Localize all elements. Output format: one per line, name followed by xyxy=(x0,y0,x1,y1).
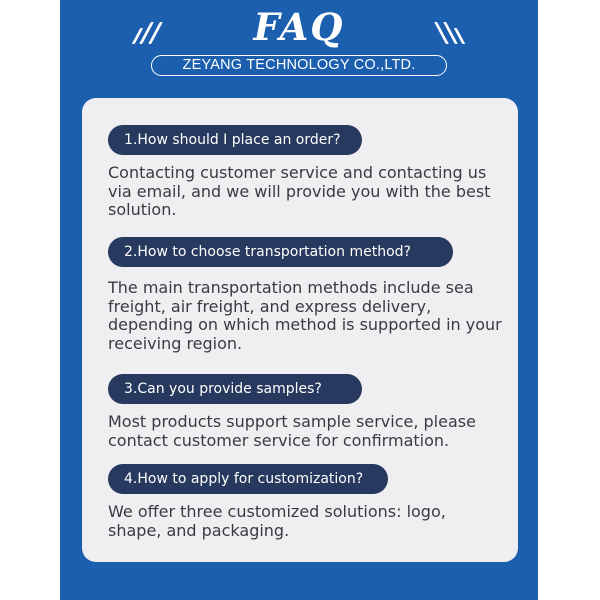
faq-poster xyxy=(60,0,538,600)
page-title: FAQ xyxy=(253,5,345,49)
faq-answer-4: We offer three customized solutions: logo, shape, and packaging. xyxy=(108,502,446,540)
faq-question-4: 4.How to apply for customization? xyxy=(108,464,388,494)
faq-answer-1: Contacting customer service and contacting us via email, and we will provide you with the best solution. xyxy=(108,163,491,219)
company-name-badge: ZEYANG TECHNOLOGY CO.,LTD. xyxy=(151,55,447,76)
right-slash-decoration-icon xyxy=(434,22,468,46)
faq-question-3: 3.Can you provide samples? xyxy=(108,374,362,404)
faq-answer-2: The main transportation methods include sea freight, air freight, and express delivery, depending on which method is supported in your receiving region. xyxy=(108,278,502,353)
faq-answer-3: Most products support sample service, please contact customer service for confirmation. xyxy=(108,412,476,450)
faq-question-2: 2.How to choose transportation method? xyxy=(108,237,453,267)
faq-card xyxy=(82,98,518,562)
faq-question-1: 1.How should I place an order? xyxy=(108,125,362,155)
